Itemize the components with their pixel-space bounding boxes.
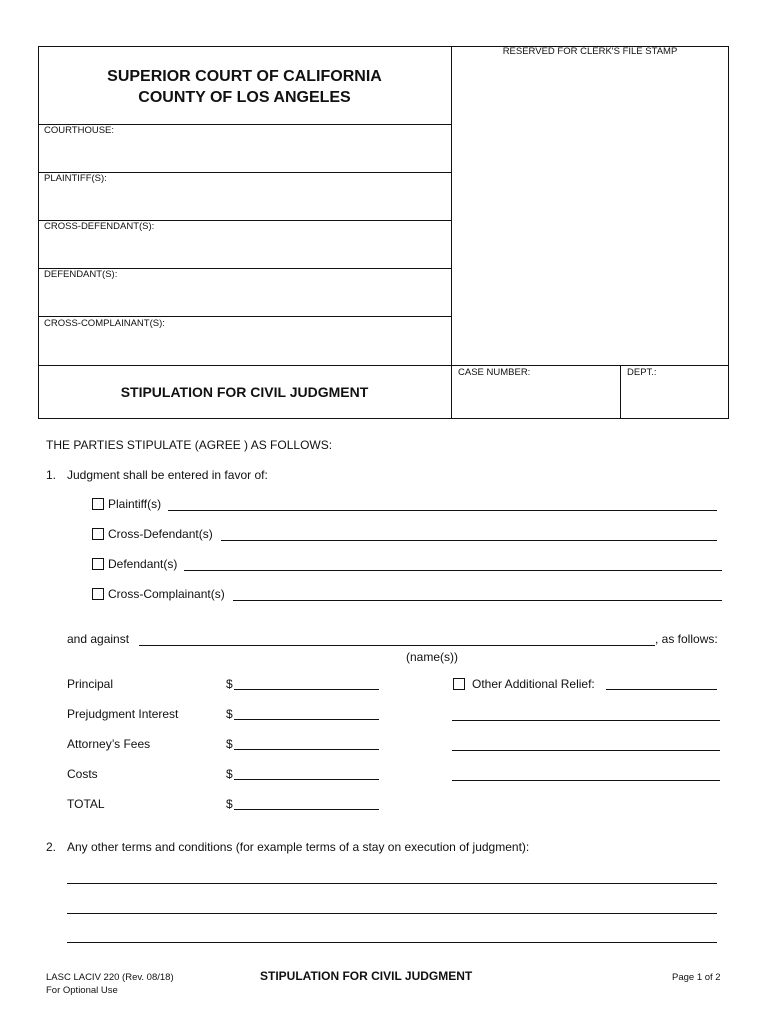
costs-amount-line[interactable] [234,779,379,780]
clerk-stamp-label: RESERVED FOR CLERK'S FILE STAMP [502,46,678,57]
other-relief-line[interactable] [452,780,720,781]
prejudgment-interest-label: Prejudgment Interest [67,707,179,721]
field-divider [38,316,451,317]
plaintiffs-checkbox[interactable] [92,498,104,510]
dept-field[interactable]: DEPT.: [627,367,657,378]
plaintiffs-option-label: Plaintiff(s) [108,497,162,511]
dept-divider [620,365,621,419]
terms-line[interactable] [67,942,717,943]
total-currency: $ [226,797,233,811]
principal-currency: $ [226,677,233,691]
cross-complainants-option-label: Cross-Complainant(s) [108,587,225,601]
costs-label: Costs [67,767,98,781]
court-name [38,66,451,108]
principal-amount-line[interactable] [234,689,379,690]
cross-defendants-checkbox[interactable] [92,528,104,540]
defendants-checkbox[interactable] [92,558,104,570]
other-relief-line[interactable] [452,720,720,721]
principal-label: Principal [67,677,114,691]
total-amount-line[interactable] [234,809,379,810]
court-name-line1: SUPERIOR COURT OF CALIFORNIA [107,68,382,85]
caption-divider [451,46,452,419]
other-relief-checkbox[interactable] [453,678,465,690]
stipulation-intro: THE PARTIES STIPULATE (AGREE ) AS FOLLOWS: [46,438,333,452]
other-relief-line[interactable] [606,689,717,690]
cross-defendants-option-label: Cross-Defendant(s) [108,527,213,541]
cross-complainants-checkbox[interactable] [92,588,104,600]
title-divider [38,365,729,366]
defendants-option-label: Defendant(s) [108,557,178,571]
plaintiffs-field[interactable]: PLAINTIFF(S): [44,173,107,184]
terms-line[interactable] [67,913,717,914]
other-relief-line[interactable] [452,750,720,751]
attorneys-fees-currency: $ [226,737,233,751]
form-title: STIPULATION FOR CIVIL JUDGMENT [120,384,369,400]
cross-defendants-name-line[interactable] [221,540,717,541]
item2-number: 2. [46,840,57,854]
plaintiffs-name-line[interactable] [168,510,717,511]
defendants-field[interactable]: DEFENDANT(S): [44,269,118,280]
names-caption: (name(s)) [406,650,459,664]
courthouse-field[interactable]: COURTHOUSE: [44,125,115,136]
cross-complainants-field[interactable]: CROSS-COMPLAINANT(S): [44,318,165,329]
page-number: Page 1 of 2 [672,972,721,983]
item1-text: Judgment shall be entered in favor of: [67,468,268,482]
prejudgment-interest-amount-line[interactable] [234,719,379,720]
footer-title: STIPULATION FOR CIVIL JUDGMENT [260,969,473,983]
terms-line[interactable] [67,883,717,884]
cross-complainants-name-line[interactable] [233,600,722,601]
attorneys-fees-label: Attorney’s Fees [67,737,151,751]
case-number-field[interactable]: CASE NUMBER: [458,367,531,378]
prejudgment-interest-currency: $ [226,707,233,721]
as-follows-label: , as follows: [655,632,718,646]
cross-defendants-field[interactable]: CROSS-DEFENDANT(S): [44,221,155,232]
item1-number: 1. [46,468,57,482]
total-label: TOTAL [67,797,105,811]
against-label: and against [67,632,130,646]
other-relief-label: Other Additional Relief: [472,677,595,691]
form-code: LASC LACIV 220 (Rev. 08/18) [46,972,174,983]
defendants-name-line[interactable] [184,570,722,571]
costs-currency: $ [226,767,233,781]
form-usage: For Optional Use [46,985,118,996]
item2-text: Any other terms and conditions (for example terms of a stay on execution of judgment): [67,840,530,854]
attorneys-fees-amount-line[interactable] [234,749,379,750]
court-name-line2: COUNTY OF LOS ANGELES [138,89,351,106]
against-name-line[interactable] [139,645,655,646]
footer-form-info [46,971,174,997]
